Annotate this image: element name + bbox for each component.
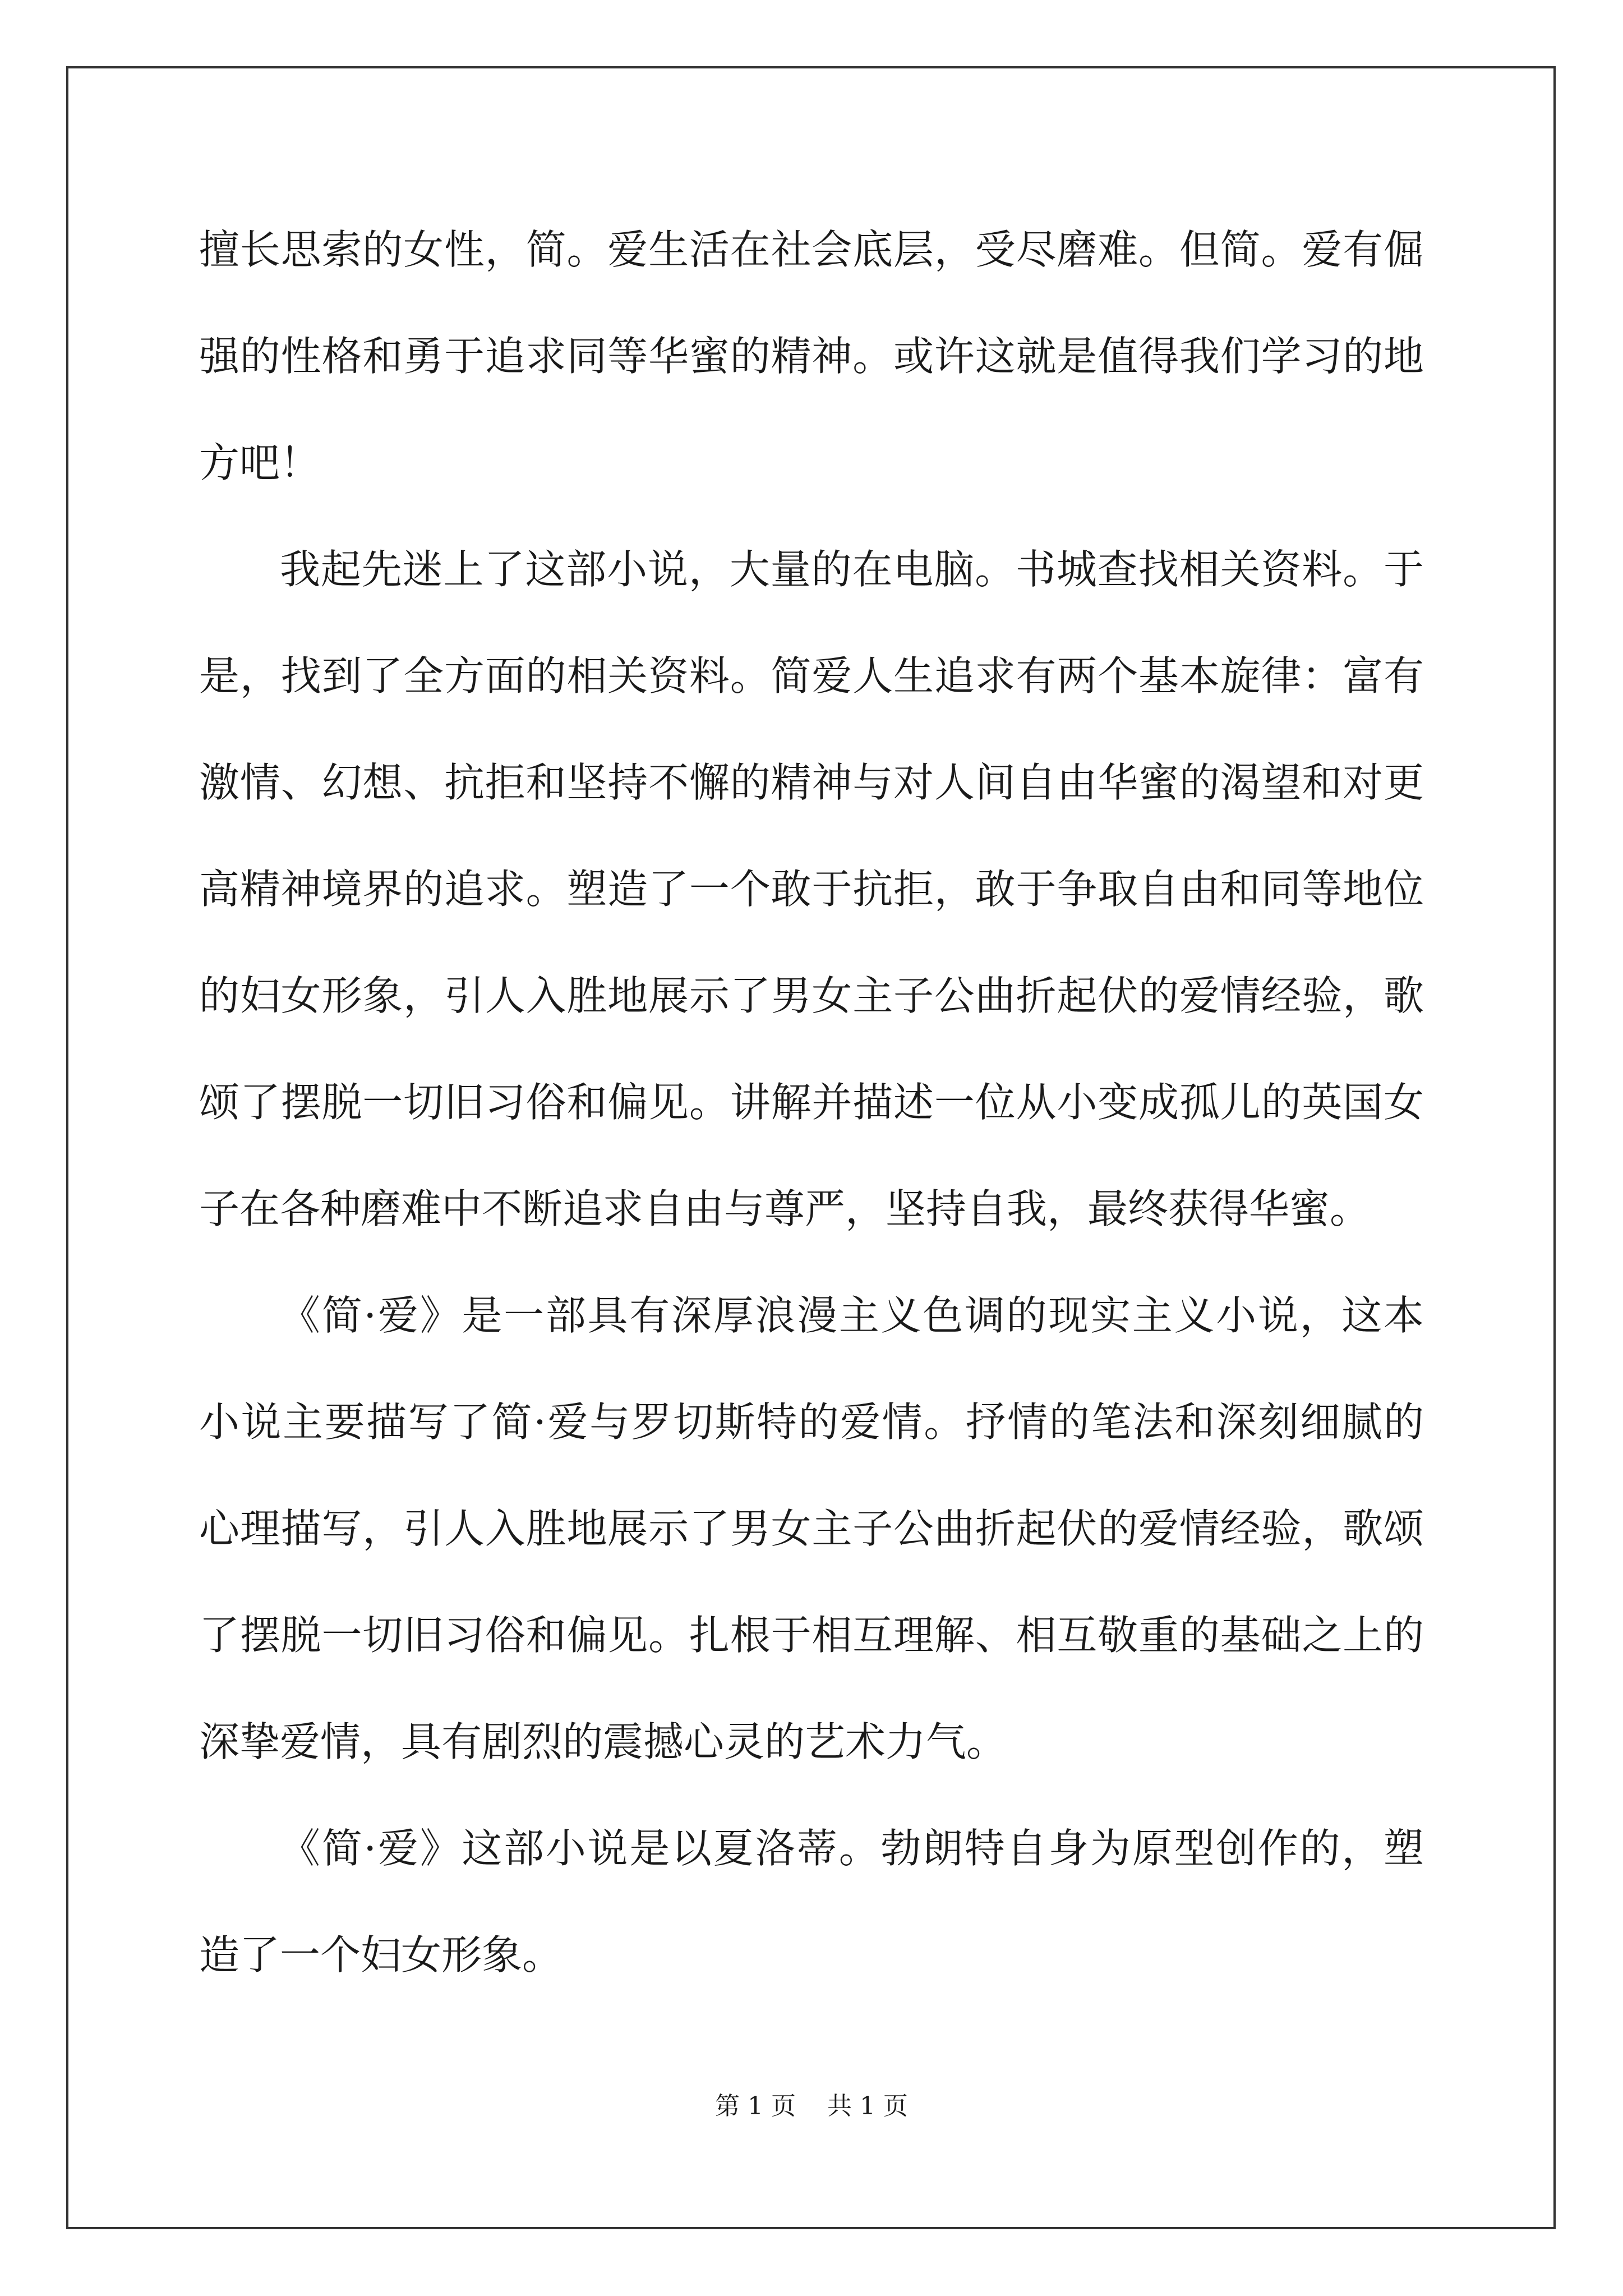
page-total: 共 1 页 <box>827 2092 908 2120</box>
text-line: 心理描写，引人入胜地展示了男女主子公曲折起伏的爱情经验，歌颂 <box>199 1505 1424 1552</box>
paragraph-2 <box>199 539 1424 1285</box>
text-line: 我起先迷上了这部小说，大量的在电脑。书城查找相关资料。于 <box>280 546 1424 593</box>
page-footer <box>0 2090 1623 2123</box>
text-line: 强的性格和勇于追求同等华蜜的精神。或许这就是值得我们学习的地 <box>199 333 1424 380</box>
document-body <box>199 219 1424 2031</box>
text-line: 高精神境界的追求。塑造了一个敢于抗拒，敢于争取自由和同等地位 <box>199 866 1424 913</box>
text-line: 深挚爱情，具有剧烈的震撼心灵的艺术力气。 <box>199 1718 1007 1765</box>
text-line: 《简·爱》是一部具有深厚浪漫主义色调的现实主义小说，这本 <box>280 1292 1424 1339</box>
text-line: 《简·爱》这部小说是以夏洛蒂。勃朗特自身为原型创作的，塑 <box>280 1825 1424 1872</box>
text-line: 激情、幻想、抗拒和坚持不懈的精神与对人间自由华蜜的渴望和对更 <box>199 759 1424 806</box>
text-line: 的妇女形象，引人入胜地展示了男女主子公曲折起伏的爱情经验，歌 <box>199 972 1424 1019</box>
text-line: 是，找到了全方面的相关资料。简爱人生追求有两个基本旋律：富有 <box>199 652 1424 700</box>
text-line: 子在各种磨难中不断追求自由与尊严，坚持自我，最终获得华蜜。 <box>199 1185 1371 1232</box>
text-line: 小说主要描写了简·爱与罗切斯特的爱情。抒情的笔法和深刻细腻的 <box>199 1398 1424 1446</box>
text-line: 颂了摆脱一切旧习俗和偏见。讲解并描述一位从小变成孤儿的英国女 <box>199 1079 1424 1126</box>
paragraph-3 <box>199 1285 1424 1818</box>
text-line: 造了一个妇女形象。 <box>199 1931 563 1978</box>
text-line: 擅长思索的女性，简。爱生活在社会底层，受尽磨难。但简。爱有倔 <box>199 226 1424 273</box>
paragraph-4 <box>199 1818 1424 2031</box>
text-line: 了摆脱一切旧习俗和偏见。扎根于相互理解、相互敬重的基础之上的 <box>199 1612 1424 1659</box>
paragraph-1 <box>199 219 1424 539</box>
text-line: 方吧！ <box>199 439 321 486</box>
page-number: 第 1 页 <box>715 2092 796 2120</box>
